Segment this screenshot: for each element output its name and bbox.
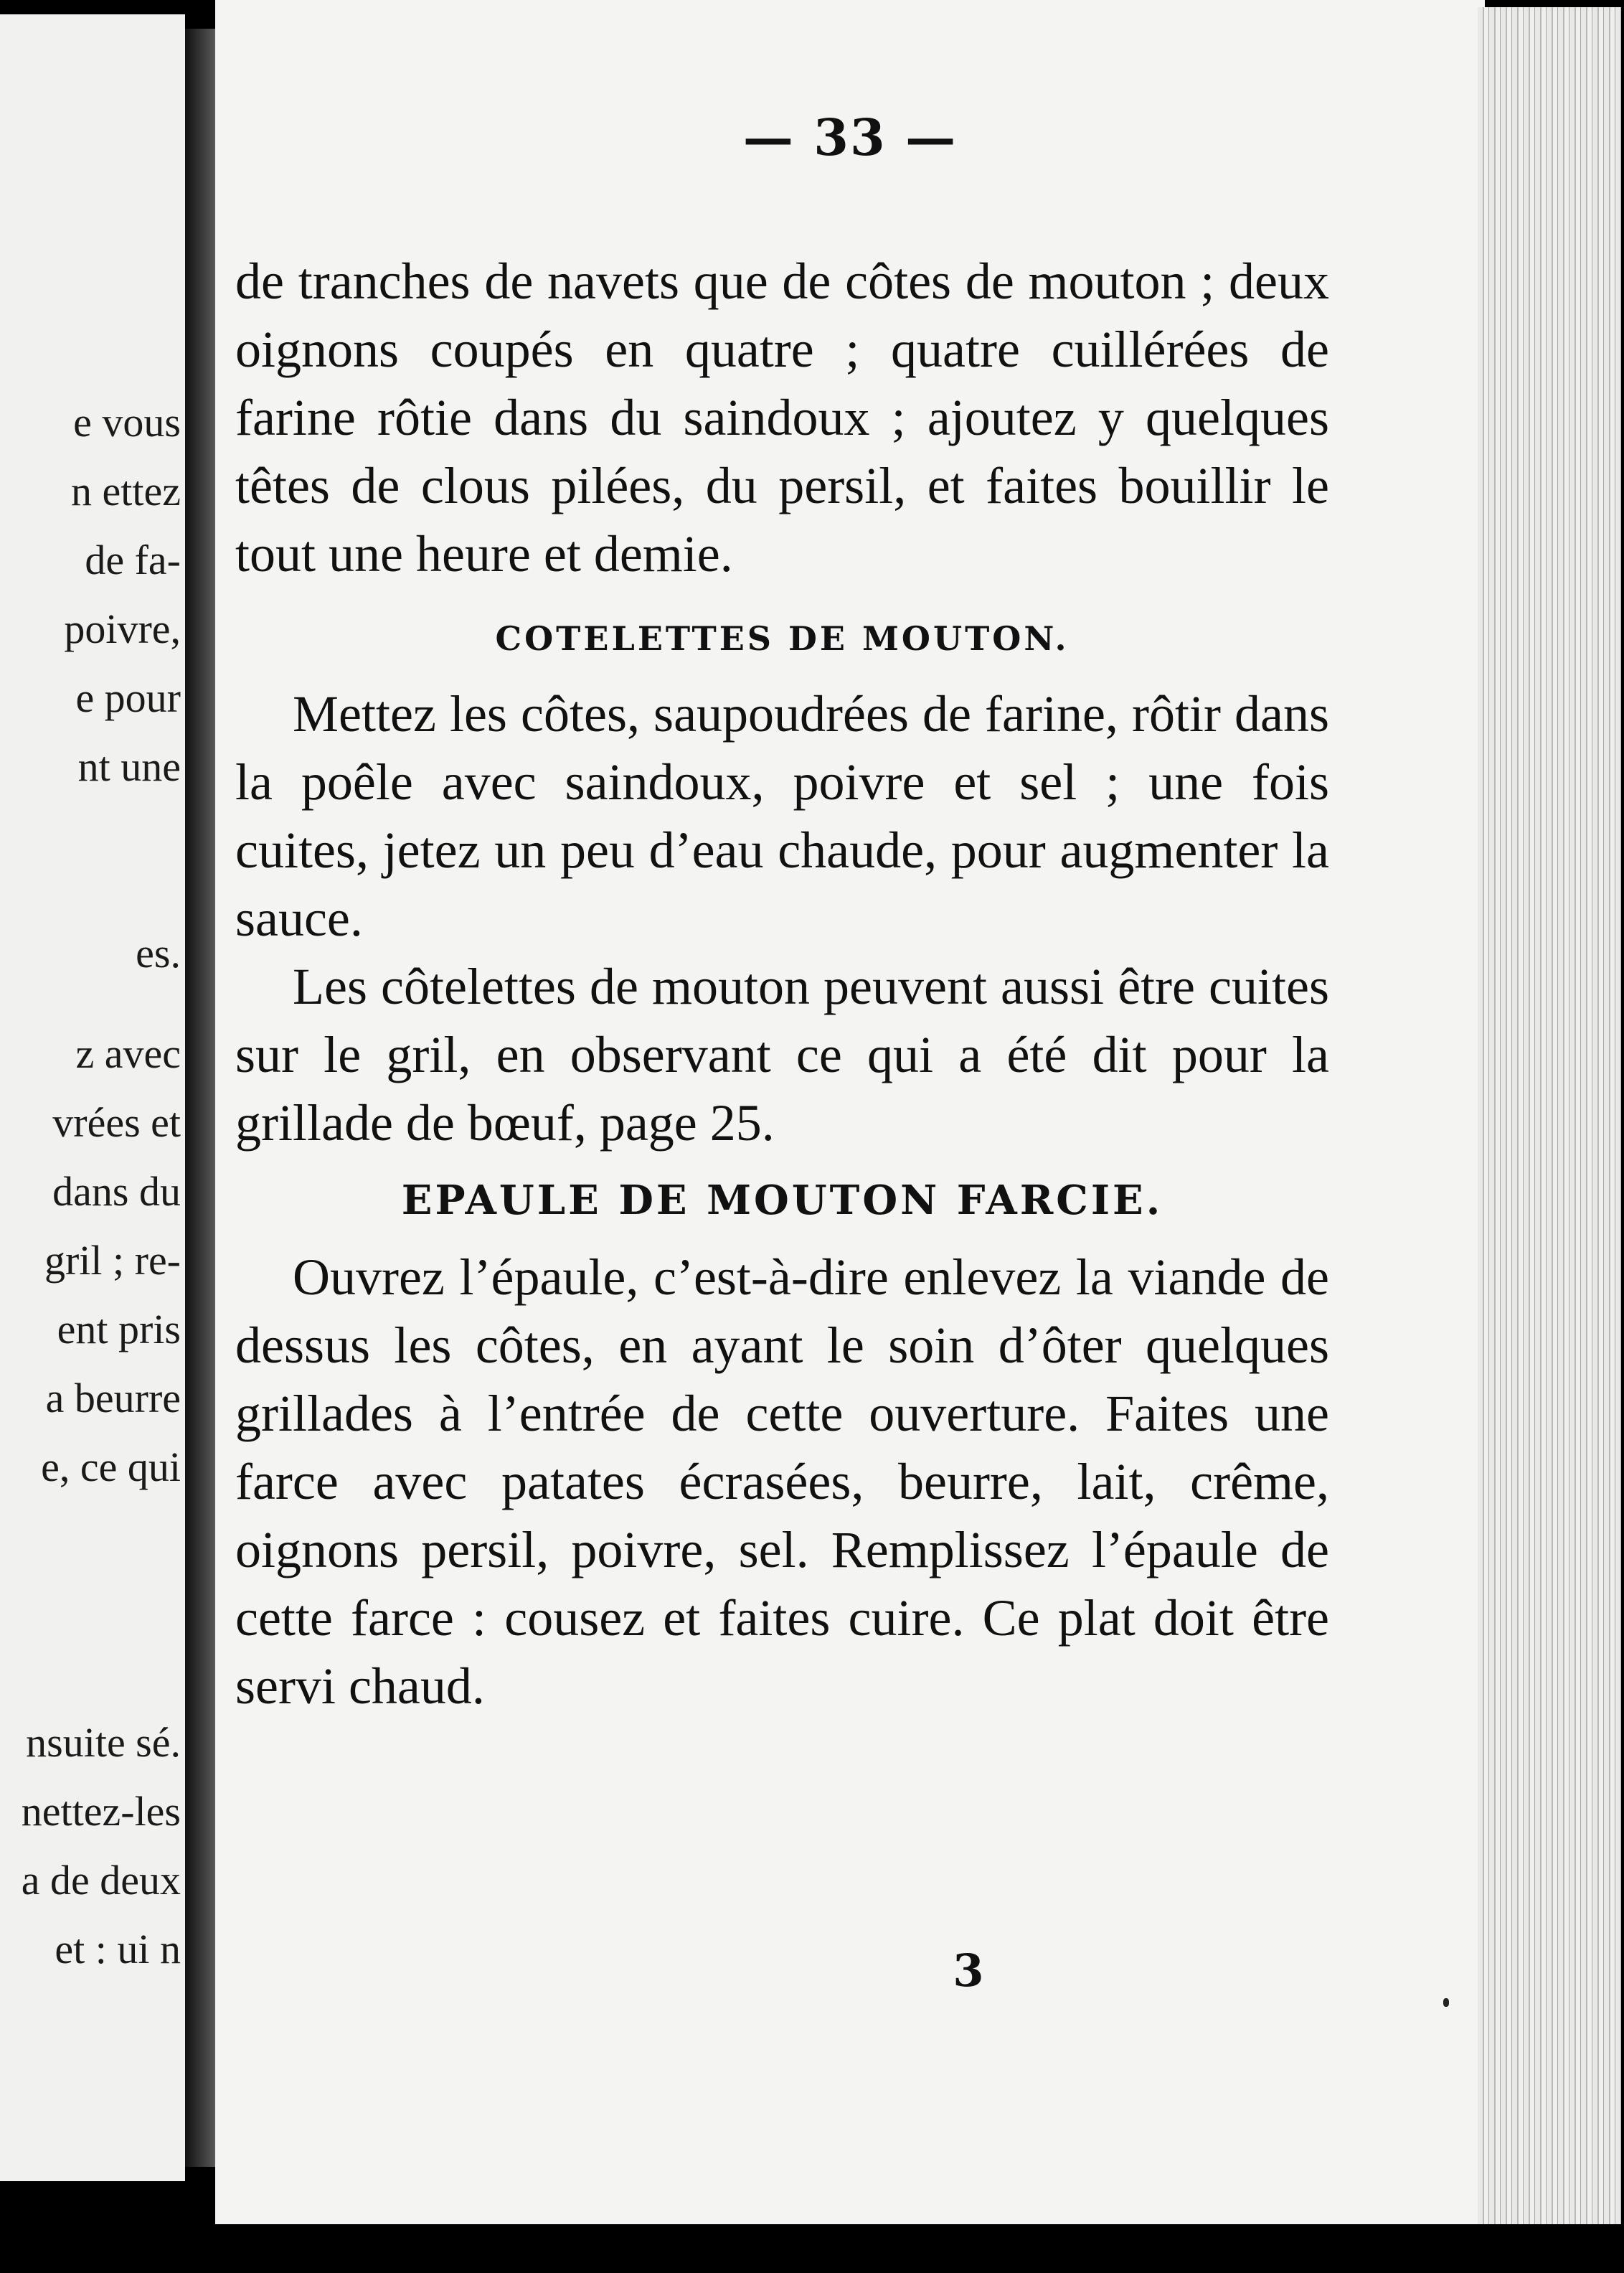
left-fragment: e pour bbox=[75, 674, 181, 721]
intro-paragraph: de tranches de navets que de côtes de mouton ; deux oignons coupés en quatre ; quatre cuillérées de farine rôtie dans du saindoux ; ajoutez y quelques têtes de clous pilées, du persil, et faites bouillir le tout une heure et demie. bbox=[235, 253, 1329, 583]
section-heading-cotelettes: COTELETTES DE MOUTON. bbox=[495, 619, 1070, 658]
page-number: — 33 — bbox=[742, 108, 958, 167]
left-fragment: et : ui n bbox=[55, 1926, 181, 1972]
left-page bbox=[0, 14, 185, 2181]
left-fragment: nettez-les bbox=[21, 1788, 181, 1835]
left-fragment: gril ; re- bbox=[44, 1237, 181, 1284]
left-fragment: e, ce qui bbox=[41, 1444, 181, 1490]
page-body bbox=[235, 248, 1329, 1721]
left-fragment: ent pris bbox=[57, 1306, 181, 1352]
left-fragment: a beurre bbox=[45, 1375, 181, 1421]
left-fragment: z avec bbox=[75, 1030, 181, 1077]
left-fragment: a de deux bbox=[21, 1857, 181, 1903]
left-fragment: de fa- bbox=[85, 537, 181, 583]
left-fragment: nt une bbox=[77, 743, 181, 790]
left-fragment: poivre, bbox=[64, 606, 181, 652]
scan-speck bbox=[1443, 1998, 1449, 2007]
left-fragment: n ettez bbox=[71, 468, 181, 514]
main-page bbox=[215, 0, 1485, 2224]
left-fragment: es. bbox=[136, 930, 181, 977]
left-fragment: e vous bbox=[73, 399, 181, 446]
paragraph-cotelettes: Mettez les côtes, saupoudrées de farine, rôtir dans la poêle avec saindoux, poivre et sel ; une fois cuites, jetez un peu d’eau chaude, pour augmenter la sauce. bbox=[235, 685, 1329, 947]
left-fragment: nsuite sé. bbox=[26, 1719, 181, 1766]
left-fragment: dans du bbox=[52, 1168, 181, 1215]
left-fragment: vrées et bbox=[52, 1099, 181, 1146]
paragraph-epaule: Ouvrez l’épaule, c’est-à-dire enlevez la viande de dessus les côtes, en ayant le soin d’ôter quelques grillades à l’entrée de cette ouverture. Faites une farce avec patates écrasées, beurre, lait, crême, oignons persil, poivre, sel. Remplissez l’épaule de cette farce : cousez et faites cuire. Ce plat doit être servi chaud. bbox=[235, 1248, 1329, 1715]
signature-mark: 3 bbox=[953, 1944, 984, 1997]
paragraph-cotelettes-gril: Les côtelettes de mouton peuvent aussi être cuites sur le gril, en observant ce qui a été dit pour la grillade de bœuf, page 25. bbox=[235, 958, 1329, 1152]
section-heading-epaule: EPAULE DE MOUTON FARCIE. bbox=[401, 1177, 1163, 1224]
page-edges bbox=[1478, 7, 1621, 2224]
